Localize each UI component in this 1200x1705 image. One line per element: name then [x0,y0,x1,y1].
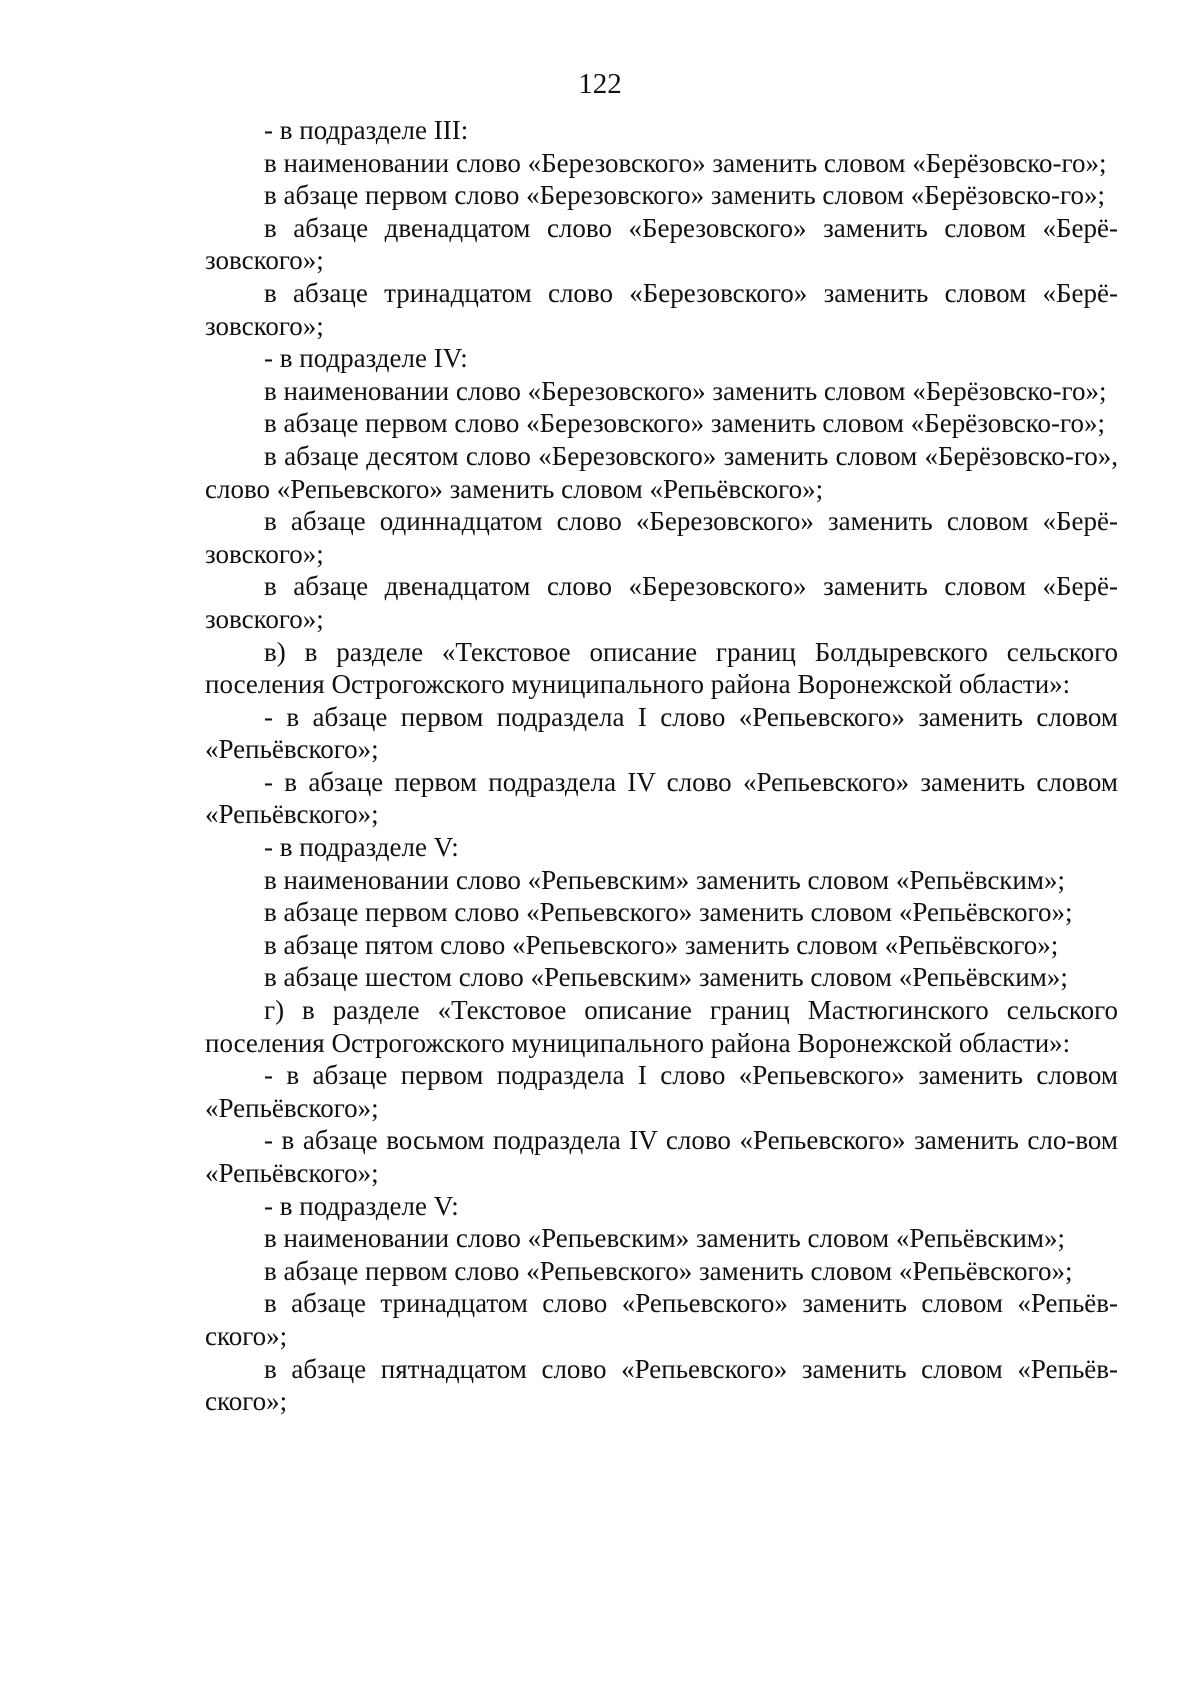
paragraph: в абзаце первом слово «Березовского» заменить словом «Берёзовско-го»; [264,408,1105,439]
paragraph: в абзаце пятом слово «Репьевского» заменить словом «Репьёвского»; [264,929,1059,960]
paragraph: в) в разделе «Текстовое описание границ Болдыревского сельского поселения Острогожского муниципального района Воронежской области»: [205,636,1118,700]
paragraph: в абзаце двенадцатом слово «Березовского» заменить словом «Берё-зовского»; [205,571,1118,634]
page-number: 122 [578,68,622,100]
paragraph: в абзаце пятнадцатом слово «Репьевского» заменить словом «Репьёв-ского»; [205,1353,1118,1417]
paragraph: в наименовании слово «Репьевским» заменить словом «Репьёвским»; [264,864,1065,895]
paragraph: г) в разделе «Текстовое описание границ Мастюгинского сельского поселения Острогожского муниципального района Воронежской области»: [205,995,1118,1058]
paragraph: в абзаце тринадцатом слово «Репьевского» заменить словом «Репьёв-ского»; [205,1288,1118,1351]
paragraph: - в подразделе IV: [264,343,468,374]
paragraph: в наименовании слово «Березовского» заменить словом «Берёзовско-го»; [264,375,1107,406]
paragraph: в абзаце десятом слово «Березовского» заменить словом «Берёзовско-го», слово «Репьевского» заменить словом «Репьёвского»; [205,440,1118,504]
paragraph: в абзаце шестом слово «Репьевским» заменить словом «Репьёвским»; [264,962,1068,993]
paragraph: - в подразделе III: [264,115,469,145]
paragraph: в наименовании слово «Репьевским» заменить словом «Репьёвским»; [264,1223,1065,1254]
paragraph: - в абзаце восьмом подраздела IV слово «Репьевского» заменить сло-вом «Репьёвского»; [205,1125,1118,1188]
paragraph: в абзаце первом слово «Репьевского» заменить словом «Репьёвского»; [264,897,1073,928]
paragraph: в наименовании слово «Березовского» заменить словом «Берёзовско-го»; [264,147,1107,178]
body-text [205,114,1118,1418]
paragraph: - в подразделе V: [264,1190,459,1221]
paragraph: в абзаце двенадцатом слово «Березовского» заменить словом «Берё-зовского»; [205,212,1118,276]
paragraph: в абзаце одиннадцатом слово «Березовского» заменить словом «Берё-зовского»; [205,506,1118,569]
paragraph: - в абзаце первом подраздела I слово «Репьевского» заменить словом «Репьёвского»; [205,1060,1118,1123]
paragraph: в абзаце тринадцатом слово «Березовского» заменить словом «Берё-зовского»; [205,277,1118,341]
paragraph: - в абзаце первом подраздела I слово «Репьевского» заменить словом «Репьёвского»; [205,701,1118,765]
paragraph: - в подразделе V: [264,832,459,863]
paragraph: в абзаце первом слово «Репьевского» заменить словом «Репьёвского»; [264,1255,1073,1286]
paragraph: в абзаце первом слово «Березовского» заменить словом «Берёзовско-го»; [264,180,1105,211]
paragraph: - в абзаце первом подраздела IV слово «Репьевского» заменить словом «Репьёвского»; [205,766,1118,830]
